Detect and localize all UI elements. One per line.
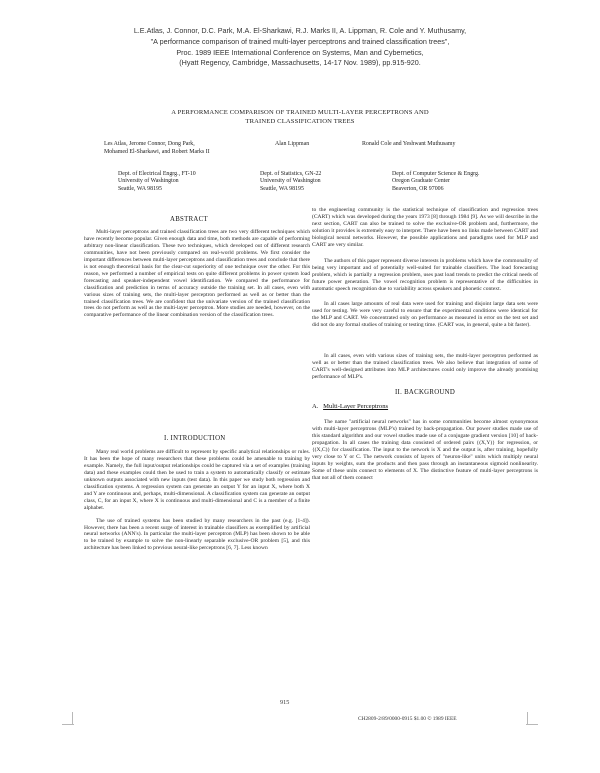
paper-title [100, 109, 500, 126]
subsection-a-label: A. [312, 403, 319, 411]
affiliation-line: Dept. of Computer Science & Engrg. [392, 171, 480, 177]
crop-mark [527, 712, 528, 724]
subsection-a-heading [312, 404, 538, 411]
affiliation-line: Dept. of Statistics, GN-22 [260, 171, 322, 177]
intro-paragraph-1: Many real world problems are difficult to represent by specific analytical relationships or rules. It has been the hope of many researchers that these problems could be amenable to training by example. Namely, the full input/output relationships could be captured via a set of examples (training data) and these examples could then be used to train a system to automatically classify or estimate unknown outputs associated with new inputs (test data). In this paper we study both regression and classification systems. A regression system can generate an output Y for an input X, where both X and Y are continuous and, perhaps, multi-dimensional. A classification system can generate an output class, C, for an input X, where X is continuous and multi-dimensional and C is a member of a finite alphabet. [84, 449, 310, 511]
affiliation-line: Oregon Graduate Center [392, 178, 450, 185]
author-group-1 [104, 141, 210, 156]
author-group-3: Ronald Cole and Yeshwant Muthusamy [362, 141, 456, 147]
right-paragraph-3: In all cases large amounts of real data were used for training and disjoint large data sets were used for testing. We were very careful to ensure that the experimental conditions were identical for the MLP and CART. We concentrated only on performance as measured in error on the test set and did not do any formal studies of training or testing time. (CART was, in general, quite a bit faster). [312, 301, 538, 329]
affiliation-line: Seattle, WA 98195 [118, 185, 162, 192]
affiliation-1 [118, 171, 196, 193]
author-line: Mohamed El-Sharkawi, and Robert Marks II [104, 148, 210, 155]
citation-line: "A performance comparison of trained multi-layer perceptrons and trained classification trees", [150, 36, 450, 46]
affiliation-line: Beaverton, OR 97006 [392, 185, 444, 192]
citation-line: (Hyatt Regency, Cambridge, Massachusetts, 14-17 Nov. 1989), pp.915-920. [179, 58, 421, 68]
affiliation-2 [260, 171, 321, 193]
copyright-line: CH2809-2/89/0000-0915 $1.00 © 1989 IEEE [358, 716, 457, 722]
page-number: 915 [280, 699, 290, 706]
affiliation-line: University of Washington [260, 178, 321, 185]
abstract-paragraph: Multi-layer perceptrons and trained classification trees are two very different techniques which have recently become popular. Given enough data and time, both methods are capable of performing arbitrary non-linear classification. These two techniques, which developed out of different research communities, have not been previously compared on real-world problems. We first consider the important differences between multi-layer perceptrons and classification trees and conclude that there is not enough theoretical basis for the clear-cut superiority of one technique over the other. For this reason, we performed a number of empirical tests on quite different problems in power system load forecasting and speaker-independent vowel identification. We compared the performance for classification and prediction in terms of accuracy outside the training set. In all cases, even with various sizes of training sets, the multi-layer perceptron performed as well as or better than the trained classification trees. We are confident that the univariate version of the trained classification trees do not perform as well as the multi-layer perceptron. More studies are needed, however, on the comparative performance of the linear combination version of the classification trees. [84, 229, 310, 319]
right-paragraph-2: The authors of this paper represent diverse interests in problems which have the commonality of being very important and of potentially well-suited for trainable classifiers. The load forecasting problem, which is partially a regression problem, uses past load trends to predict the critical needs of future power generation. The vowel recognition problem is representative of the difficulties in automatic speech recognition due to variability across speakers and phonetic context. [312, 257, 538, 292]
crop-mark [62, 724, 74, 725]
paper-title-line: A PERFORMANCE COMPARISON OF TRAINED MULTI-LAYER PERCEPTRONS AND [171, 109, 429, 116]
subsection-a-title: Multi-Layer Perceptrons [323, 403, 389, 411]
crop-mark [526, 724, 538, 725]
author-group-2: Alan Lippman [275, 141, 310, 147]
introduction-heading: I. INTRODUCTION [164, 435, 226, 442]
affiliation-line: Seattle, WA 98195 [260, 185, 304, 192]
author-line: Les Atlas, Jerome Connor, Dong Park, [104, 141, 195, 147]
abstract-heading: ABSTRACT [170, 216, 208, 223]
affiliation-3 [392, 171, 479, 193]
citation-line: L.E.Atlas, J. Connor, D.C. Park, M.A. El-Sharkawi, R.J. Marks II, A. Lippman, R. Cole and Y. Muthusamy, [133, 26, 467, 35]
affiliation-line: University of Washington [118, 178, 179, 185]
citation-line: Proc. 1989 IEEE International Conference on Systems, Man and Cybernetics, [176, 47, 424, 57]
right-paragraph-1: to the engineering community is the statistical technique of classification and regression trees (CART) which was developed during the years 1973 [8] through 1984 [9]. As we will describe in the next section, CART can also be trained to solve the exclusive-OR problem and, furthermore, the solution it provides is extremely easy to interpret. There have been no links made between CART and biological neural networks. However, the possible applications and paradigms used for MLP and CART are very similar. [312, 207, 538, 248]
introduction-body [84, 449, 310, 677]
citation-header [0, 26, 600, 69]
right-column-body [312, 207, 538, 677]
affiliation-line: Dept. of Electrical Engrg., FT-10 [118, 171, 196, 177]
right-paragraph-5: The name "artificial neural networks" has in some communities become almost synonymous with multi-layer perceptrons (MLP's) trained by back-propagation. Our power studies made use of this standard algorithm and our vowel studies made use of a conjugate gradient version [10] of back-propagation. In all cases the training data consisted of ordered pairs {(X,Y)} for regression, or {(X,C)} for classification. The input to the network is X and the output is, after training, hopefully very close to Y or C. The network consists of layers of "neuron-like" units which multiply neural inputs by weights, sum the products and then pass through an instantaneous sigmoid nonlinearity. Some of these units connect to elements of X. The distinctive feature of multi-layer perceptrons is that not all of them connect [312, 419, 538, 481]
crop-mark [72, 712, 73, 724]
paper-title-line: TRAINED CLASSIFICATION TREES [245, 117, 355, 125]
background-heading: II. BACKGROUND [394, 389, 456, 397]
abstract-text [84, 229, 310, 407]
right-paragraph-4: In all cases, even with various sizes of training sets, the multi-layer perceptron performed as well as or better than the trained classification trees. We also believe that integration of some of CART's well-designed attributes into MLP architectures could only improve the already promising performance of MLP's. [312, 353, 538, 381]
intro-paragraph-2: The use of trained systems has been studied by many researchers in the past (e.g. [1-4]). However, there has been a recent surge of interest in trainable classifiers as exemplified by artificial neural networks (ANN's). In particular the multi-layer perceptron (MLP) has been shown to be able to be trained by example to solve the non-linearly separable exclusive-OR problem [5], and this architecture has been linked to previous neural-like perceptrons [6, 7]. Less known [84, 517, 310, 552]
